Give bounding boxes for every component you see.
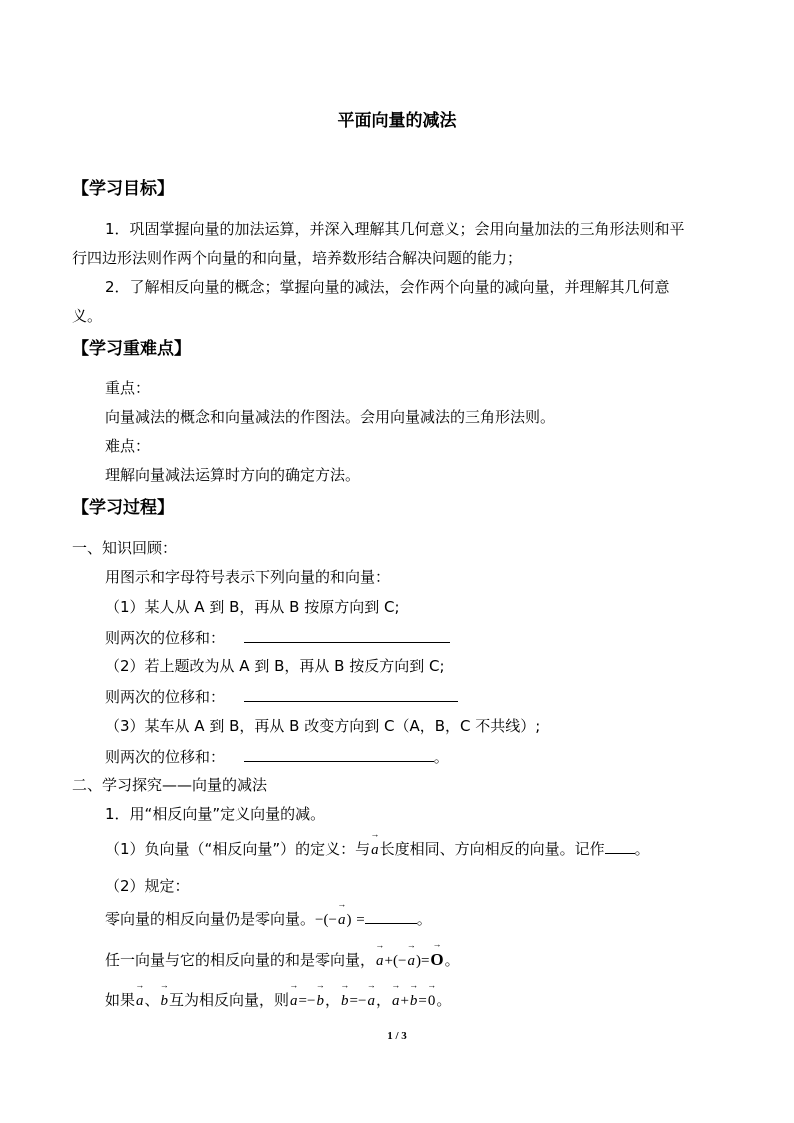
answer-blank-2[interactable] — [244, 686, 458, 702]
separator-comma: ， — [324, 991, 340, 1009]
review-answer-1 — [105, 627, 450, 648]
right-paren: ) — [346, 912, 352, 928]
review-heading: 一、知识回顾： — [72, 539, 178, 557]
rule-label: （2）规定： — [105, 877, 190, 895]
goal-2-line-2: 义。 — [72, 307, 103, 325]
focus-label: 重点： — [105, 379, 151, 397]
vector-a: → a — [289, 991, 299, 1011]
negative-vector-definition — [105, 838, 650, 860]
review-question-3: （3）某车从 A 到 B，再从 B 改变方向到 C（A，B，C 不共线）; — [105, 717, 541, 735]
difficulty-label: 难点： — [105, 437, 151, 455]
vector-b: → b — [340, 991, 350, 1011]
vector-a: → a — [406, 951, 416, 971]
vector-a: → a — [375, 951, 385, 971]
vector-b: → b — [315, 991, 325, 1011]
answer-blank-3[interactable] — [244, 746, 434, 762]
review-answer-3 — [105, 746, 449, 767]
vector-a: → a — [366, 991, 376, 1011]
end-mark: 。 — [436, 991, 452, 1009]
separator-comma: ， — [375, 991, 391, 1009]
vector-a: → a — [370, 840, 380, 860]
right-paren: ) — [415, 953, 421, 969]
equals-sign: = — [420, 953, 430, 969]
vector-b: → b — [160, 991, 170, 1011]
answer-label: 则两次的位移和： — [105, 688, 226, 706]
review-answer-2 — [105, 686, 458, 707]
zero-vector-bold: → O — [429, 950, 444, 970]
if-text: 如果 — [105, 991, 136, 1009]
minus-sign: − — [315, 912, 324, 928]
left-paren: ( — [392, 953, 398, 969]
review-intro: 用图示和字母符号表示下列向量的和向量： — [105, 568, 391, 586]
minus-sign: − — [397, 953, 407, 969]
definition-prefix: （1）负向量（“相反向量”）的定义：与 — [105, 840, 371, 858]
vector-a: → a — [337, 910, 347, 930]
left-paren: ( — [323, 912, 329, 928]
mutual-text: 互为相反向量，则 — [169, 991, 290, 1009]
separator-dun: 、 — [144, 991, 160, 1009]
page-number: 1 / 3 — [387, 1030, 407, 1042]
page-title: 平面向量的减法 — [337, 111, 457, 131]
end-mark: 。 — [634, 840, 650, 858]
goal-2-line-1: 2．了解相反向量的概念；掌握向量的减法，会作两个向量的减向量，并理解其几何意 — [105, 278, 670, 296]
vector-b: → b — [409, 991, 419, 1011]
opposite-vector-rule — [105, 990, 451, 1011]
section-goals-header: 【学习目标】 — [72, 179, 174, 199]
sum-zero-rule — [105, 950, 460, 971]
review-question-2: （2）若上题改为从 A 到 B，再从 B 按反方向到 C; — [105, 657, 445, 675]
vector-a: → a — [135, 991, 145, 1011]
answer-label: 则两次的位移和： — [105, 629, 226, 647]
vector-a: → a — [391, 991, 401, 1011]
notation-blank[interactable] — [605, 838, 635, 854]
answer-blank-1[interactable] — [244, 627, 450, 643]
equals-sign: = — [418, 993, 427, 1009]
definition-suffix: 长度相同、方向相反的向量。记作 — [379, 840, 605, 858]
explore-item-1: 1．用“相反向量”定义向量的减。 — [105, 805, 326, 823]
end-mark: 。 — [416, 910, 432, 928]
goal-1-line-2: 行四边形法则作两个向量的和向量，培养数形结合解决问题的能力； — [72, 249, 523, 267]
zero-rule-blank[interactable] — [365, 908, 417, 924]
focus-text: 向量减法的概念和向量减法的作图法。会用向量减法的三角形法则。 — [105, 408, 556, 426]
difficulty-text: 理解向量减法运算时方向的确定方法。 — [105, 466, 361, 484]
plus-sign: + — [384, 953, 393, 969]
answer-label: 则两次的位移和： — [105, 748, 226, 766]
minus-sign: − — [307, 993, 316, 1009]
plus-sign: + — [400, 993, 409, 1009]
explore-heading: 二、学习探究——向量的减法 — [72, 776, 268, 794]
zero-vector-rule — [105, 908, 432, 930]
zero-vector: → 0 — [427, 991, 437, 1011]
minus-sign: − — [357, 993, 367, 1009]
section-key-header: 【学习重难点】 — [72, 339, 191, 359]
sum-rule-text: 任一向量与它的相反向量的和是零向量， — [105, 951, 376, 969]
equals-sign: = — [298, 993, 308, 1009]
zero-rule-text: 零向量的相反向量仍是零向量。 — [105, 910, 316, 928]
minus-sign: − — [328, 912, 337, 928]
end-mark: 。 — [433, 748, 449, 766]
section-process-header: 【学习过程】 — [72, 498, 174, 518]
review-question-1: （1）某人从 A 到 B，再从 B 按原方向到 C; — [105, 598, 400, 616]
equals-sign: = — [349, 993, 358, 1009]
equals-sign: = — [356, 912, 365, 928]
goal-1-line-1: 1．巩固掌握向量的加法运算，并深入理解其几何意义；会用向量加法的三角形法则和平 — [105, 220, 685, 238]
end-mark: 。 — [444, 951, 460, 969]
